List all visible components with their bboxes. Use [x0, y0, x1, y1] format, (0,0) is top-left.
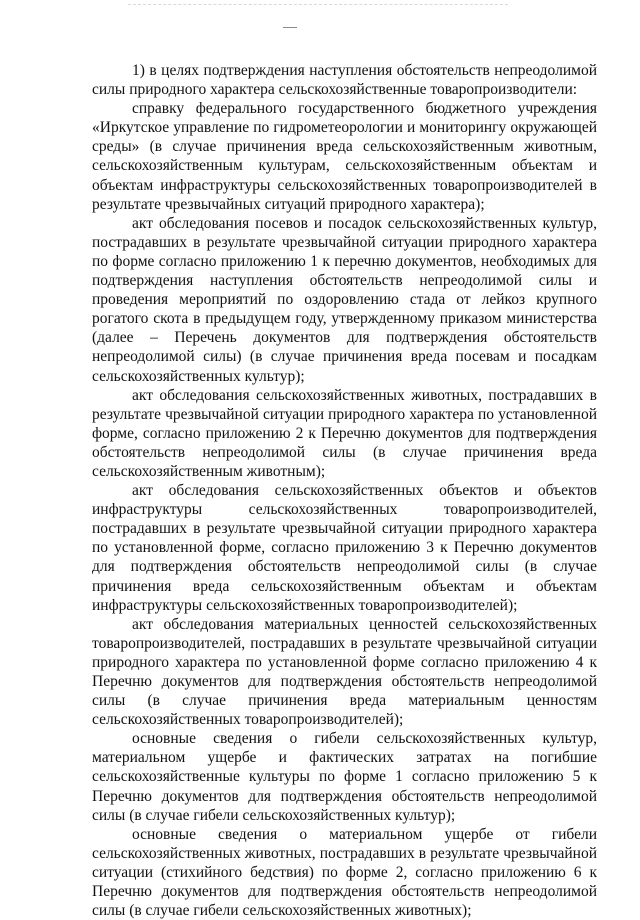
- paragraph-material-values-inspection-act: акт обследования материальных ценностей сельскохозяйственных товаропроизводителей, пострадавших в результате чрезвычайной ситуации природного характера по установленной форме согласно приложению 4 к Перечню документов для подтверждения обстоятельств непреодолимой силы (в случае причинения вреда материальным ценностям сельскохозяйственных товаропроизводителей);: [92, 615, 597, 729]
- paragraph-intro: 1) в целях подтверждения наступления обстоятельств непреодолимой силы природного характера сельскохозяйственные товаропроизводители:: [92, 62, 597, 99]
- paragraph-crop-loss-info: основные сведения о гибели сельскохозяйственных культур, материальном ущербе и фактических затратах на погибшие сельскохозяйственные культуры по форме 1 согласно приложению 5 к Перечню документов для подтверждения обстоятельств непреодолимой силы (в случае гибели сельскохозяйственных культур);: [92, 730, 597, 824]
- document-body: [92, 61, 597, 920]
- paragraph-animals-inspection-act: акт обследования сельскохозяйственных животных, пострадавших в результате чрезвычайной ситуации природного характера по установленной форме, согласно приложению 2 к Перечню документов для подтверждения обстоятельств непреодолимой силы (в случае причинения вреда сельскохозяйственным животным);: [92, 386, 597, 480]
- scan-top-marks: [128, 4, 508, 11]
- paragraph-infrastructure-inspection-act: акт обследования сельскохозяйственных объектов и объектов инфраструктуры сельскохозяйственных товаропроизводителей, пострадавших в результате чрезвычайной ситуации природного характера по установленной форме, согласно приложению 3 к Перечню документов для подтверждения обстоятельств непреодолимой силы (в случае причинения вреда сельскохозяйственным объектам и объектам инфраструктуры сельскохозяйственных товаропроизводителей);: [92, 482, 597, 614]
- paragraph-crops-inspection-act: акт обследования посевов и посадок сельскохозяйственных культур, пострадавших в результате чрезвычайной ситуации природного характера по форме согласно приложению 1 к перечню документов, необходимых для подтверждения наступления обстоятельств непреодолимой силы и проведения мероприятий по оздоровлению стада от лейкоз крупного рогатого скота в предыдущем году, утвержденному приказом министерства (далее – Перечень документов для подтверждения обстоятельств непреодолимой силы) (в случае причинения вреда посевам и посадкам сельскохозяйственных культур);: [92, 214, 597, 385]
- page-header-dash: [283, 27, 297, 28]
- paragraph-animal-loss-info: основные сведения о материальном ущербе от гибели сельскохозяйственных животных, пострадавших в результате чрезвычайной ситуации (стихийного бедствия) по форме 2, согласно приложению 6 к Перечню документов для подтверждения обстоятельств непреодолимой силы (в случае гибели сельскохозяйственных животных);: [92, 825, 597, 920]
- paragraph-weather-certificate: справку федерального государственного бюджетного учреждения «Иркутское управление по гидрометеорологии и мониторингу окружающей среды» (в случае причинения вреда сельскохозяйственным животным, сельскохозяйственным культурам, сельскохозяйственным объектам и объектам инфраструктуры сельскохозяйственных товаропроизводителей в результате чрезвычайных ситуаций природного характера);: [92, 100, 597, 213]
